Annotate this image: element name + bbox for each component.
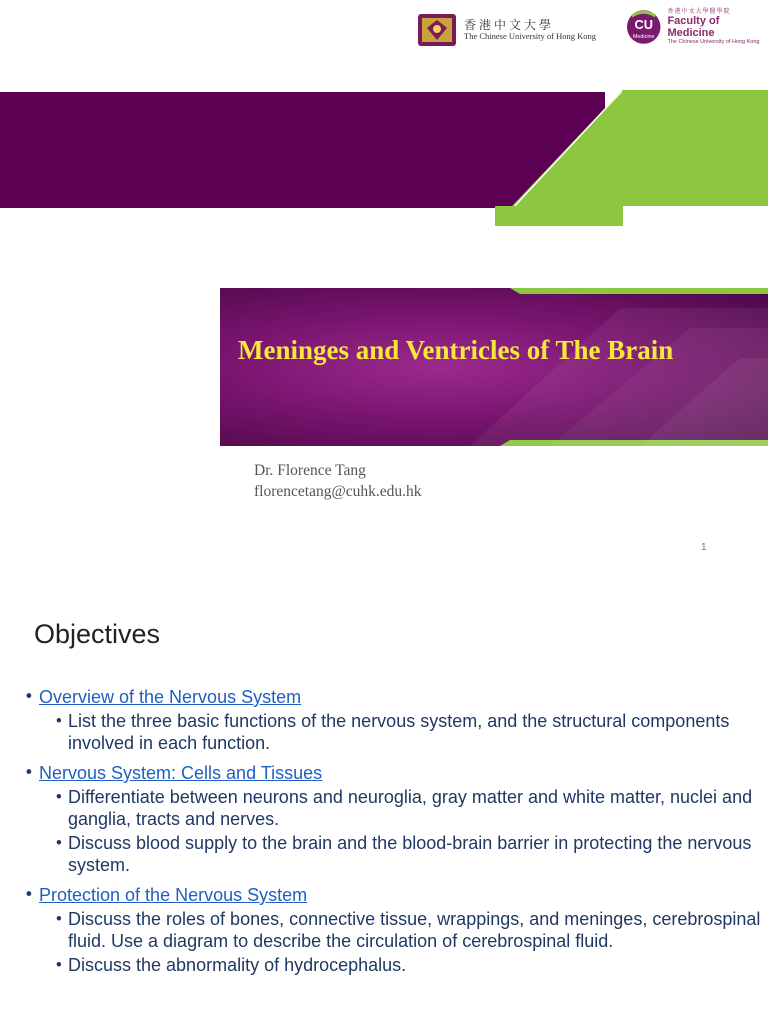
- objective-item-text: List the three basic functions of the nervous system, and the structural components involved in each function.: [68, 711, 730, 753]
- bullet-icon: •: [56, 956, 62, 974]
- link-overview-nervous-system[interactable]: Overview of the Nervous System: [39, 687, 302, 707]
- objective-item: [22, 833, 762, 876]
- faculty-of-medicine-logo: [626, 8, 768, 46]
- green-accent-shape: [495, 90, 768, 226]
- cu-medicine-badge-icon: [626, 8, 661, 46]
- objective-item-text: Differentiate between neurons and neuroglia, gray matter and white matter, nuclei and ganglia, tracts and nerves.: [68, 787, 753, 829]
- link-protection-nervous-system[interactable]: Protection of the Nervous System: [39, 885, 308, 905]
- objectives-list: [22, 687, 762, 980]
- objective-section: [22, 885, 762, 906]
- link-cells-and-tissues[interactable]: Nervous System: Cells and Tissues: [39, 763, 323, 783]
- author-email: florencetang@cuhk.edu.hk: [254, 483, 422, 500]
- objective-item-text: Discuss blood supply to the brain and the blood-brain barrier in protecting the nervous system.: [68, 833, 752, 875]
- objective-item: [22, 711, 762, 754]
- cuhk-english-name: The Chinese University of Hong Kong: [464, 30, 596, 41]
- objectives-heading: Objectives: [34, 619, 161, 649]
- author-name: Dr. Florence Tang: [254, 462, 366, 479]
- faculty-university-name: The Chinese University of Hong Kong: [667, 39, 760, 46]
- bullet-icon: •: [56, 712, 62, 730]
- bullet-icon: •: [56, 834, 62, 852]
- bullet-icon: •: [56, 788, 62, 806]
- cuhk-logo: [416, 12, 596, 48]
- svg-text:Medicine: Medicine: [632, 33, 655, 40]
- faculty-chinese-name: 香港中文大學醫學院: [667, 8, 731, 15]
- title-banner: [220, 288, 768, 446]
- svg-text:CU: CU: [634, 16, 653, 32]
- faculty-english-name: Faculty of Medicine: [667, 15, 720, 40]
- bullet-icon: •: [24, 885, 34, 904]
- objective-section: [22, 687, 762, 708]
- bullet-icon: •: [24, 687, 34, 706]
- cuhk-crest-icon: [416, 12, 458, 48]
- objective-item-text: Discuss the abnormality of hydrocephalus.: [68, 955, 407, 975]
- bullet-icon: •: [24, 763, 34, 782]
- objective-item: [22, 955, 762, 977]
- presentation-title: Meninges and Ventricles of The Brain: [238, 335, 674, 365]
- objective-item: [22, 909, 762, 952]
- objectives-slide: [0, 595, 768, 1024]
- objective-item: [22, 787, 762, 830]
- objective-section: [22, 763, 762, 784]
- cuhk-chinese-name: 香港中文大學: [464, 17, 555, 32]
- author-block: [254, 460, 422, 502]
- bullet-icon: •: [56, 910, 62, 928]
- objective-item-text: Discuss the roles of bones, connective tissue, wrappings, and meninges, cerebrospinal fluid. Use a diagram to describe the circulation of cerebrospinal fluid.: [68, 909, 761, 951]
- page-number: 1: [701, 542, 707, 553]
